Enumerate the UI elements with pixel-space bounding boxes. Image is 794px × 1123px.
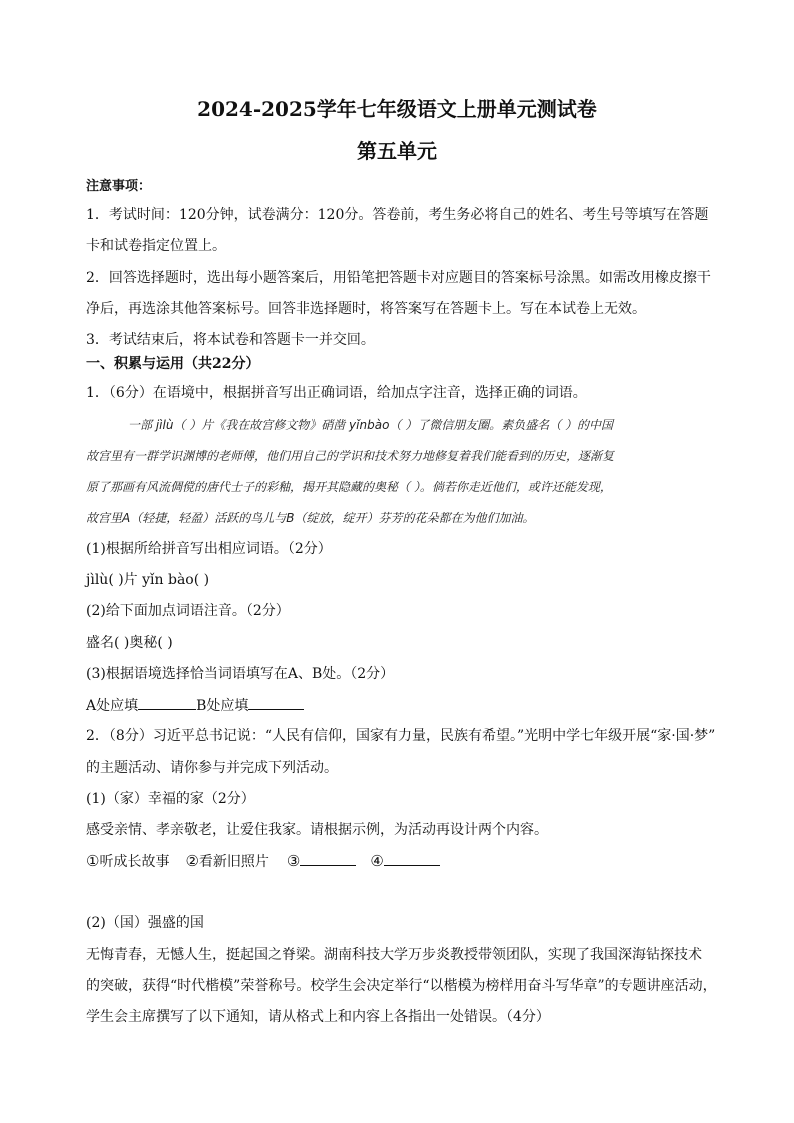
q2-option-3-number: ③ xyxy=(286,852,301,870)
q1-passage-line-4: 故宫里A（轻捷，轻盈）活跃的鸟儿与B（绽放，绽开）芬芳的花朵都在为他们加油。 xyxy=(86,511,535,525)
q1-sub3: (3)根据语境选择恰当词语填写在A、B处。（2分） xyxy=(86,666,395,682)
q2-option-4-blank[interactable] xyxy=(384,851,440,866)
note-1-line-1: 1．考试时间：120分钟，试卷满分：120分。答卷前，考生务必将自己的姓名、考生号等填写在答题 xyxy=(86,207,709,223)
q1-sub1-answer: jìlù( )片 yǐn bào( ) xyxy=(86,572,210,588)
q2-part2-line-2: 的突破，获得“时代楷模”荣誉称号。校学生会决定举行“以楷模为榜样用奋斗写华章”的专题讲座活动， xyxy=(86,978,717,994)
q2-part1-desc: 感受亲情、孝亲敬老，让爱住我家。请根据示例，为活动再设计两个内容。 xyxy=(86,822,548,838)
q2-option-1-number: ① xyxy=(86,852,100,870)
q1-sub3-b-label: B处应填 xyxy=(196,698,249,714)
note-3: 3．考试结束后，将本试卷和答题卡一并交回。 xyxy=(86,332,375,348)
q1-stem: 1．（6分）在语境中，根据拼音写出正确词语，给加点字注音，选择正确的词语。 xyxy=(86,385,587,401)
q2-option-2: 看新旧照片 xyxy=(198,854,269,870)
q1-sub3-a-blank[interactable] xyxy=(138,695,196,710)
q2-part2-title: (2)（国）强盛的国 xyxy=(86,915,204,931)
notes-heading: 注意事项： xyxy=(86,179,152,194)
section-1-heading: 一、积累与运用（共22分） xyxy=(86,356,260,372)
q1-sub2-answer: 盛名( )奥秘( ) xyxy=(86,635,173,651)
q2-option-4-number: ④ xyxy=(370,852,384,870)
q2-option-3-blank[interactable] xyxy=(300,851,356,866)
q1-sub2: (2)给下面加点词语注音。（2分） xyxy=(86,603,290,619)
q1-passage-line-2: 故宫里有一群学识渊博的老师傅，他们用自己的学识和技术努力地修复着我们能看到的历史，逐渐复 xyxy=(86,449,615,463)
note-1-line-2: 卡和试卷指定位置上。 xyxy=(86,238,226,254)
q1-sub3-answer xyxy=(86,695,304,716)
q1-sub3-a-label: A处应填 xyxy=(86,698,139,714)
q2-stem-line-1: 2．（8分）习近平总书记说：“人民有信仰，国家有力量，民族有希望。”光明中学七年级开展“家·国·梦” xyxy=(86,728,716,744)
unit-title: 第五单元 xyxy=(357,139,437,163)
exam-title: 2024-2025学年七年级语文上册单元测试卷 xyxy=(197,97,597,121)
q1-passage-line-3: 原了那画有风流倜傥的唐代士子的彩釉，揭开其隐藏的奥秘（ ）。倘若你走近他们，或许还能发现， xyxy=(86,480,612,494)
q1-sub1: (1)根据所给拼音写出相应词语。（2分） xyxy=(86,541,332,557)
q2-option-2-number: ② xyxy=(185,852,199,870)
q2-stem-line-2: 的主题活动、请你参与并完成下列活动。 xyxy=(86,760,338,776)
q2-part2-line-1: 无悔青春，无憾人生，挺起国之脊梁。湖南科技大学万步炎教授带领团队，实现了我国深海钻探技术 xyxy=(86,947,702,963)
note-2-line-2: 净后，再选涂其他答案标号。回答非选择题时，将答案写在答题卡上。写在本试卷上无效。 xyxy=(86,301,646,317)
q2-part1-title: (1)（家）幸福的家（2分） xyxy=(86,791,255,807)
note-2-line-1: 2．回答选择题时，选出每小题答案后，用铅笔把答题卡对应题目的答案标号涂黑。如需改用橡皮擦干 xyxy=(86,270,711,286)
q2-option-1: 听成长故事 xyxy=(99,854,170,870)
q1-sub3-b-blank[interactable] xyxy=(248,695,304,710)
q2-part2-line-3: 学生会主席撰写了以下通知，请从格式上和内容上各指出一处错误。（4分） xyxy=(86,1009,550,1025)
q2-part1-options xyxy=(86,851,440,872)
q1-passage-line-1: 一部 jìlù（ ）片《我在故宫修文物》硝凿 yǐnbào（ ）了微信朋友圈。素负盛名（ ）的中国 xyxy=(128,418,614,432)
